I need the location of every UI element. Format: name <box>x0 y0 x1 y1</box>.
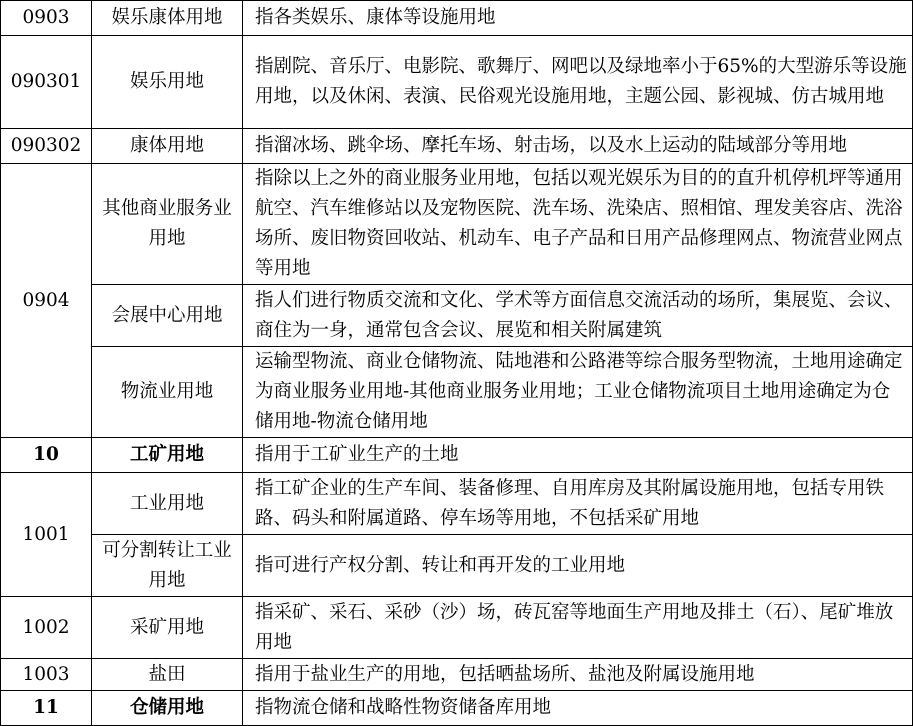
name-cell: 会展中心用地 <box>92 285 243 347</box>
description-cell: 指除以上之外的商业服务业用地，包括以观光娱乐为目的的直升机停机坪等通用航空、汽车维修站以及宠物医院、洗车场、洗染店、照相馆、理发美容店、洗浴场所、废旧物资回收站、机动车、电子产品和日用产品修理网点、物流营业网点等用地 <box>243 164 913 285</box>
description-cell: 指可进行产权分割、转让和再开发的工业用地 <box>243 535 913 597</box>
table-row <box>1 1 913 36</box>
description-cell: 指人们进行物质交流和文化、学术等方面信息交流活动的场所，集展览、会议、商住为一身，通常包含会议、展览和相关附属建筑 <box>243 285 913 347</box>
description-cell: 指采矿、采石、采砂（沙）场，砖瓦窑等地面生产用地及排土（石）、尾矿堆放用地 <box>243 597 913 659</box>
table-row <box>1 164 913 285</box>
name-cell: 其他商业服务业用地 <box>92 164 243 285</box>
code-cell: 1003 <box>1 659 92 691</box>
code-cell: 090302 <box>1 129 92 164</box>
name-cell: 盐田 <box>92 659 243 691</box>
description-cell: 指剧院、音乐厅、电影院、歌舞厅、网吧以及绿地率小于65%的大型游乐等设施用地，以及休闲、表演、民俗观光设施用地，主题公园、影视城、仿古城用地 <box>243 36 913 129</box>
table-row <box>1 659 913 691</box>
description-cell: 指物流仓储和战略性物资储备库用地 <box>243 691 913 726</box>
description-cell: 指溜冰场、跳伞场、摩托车场、射击场，以及水上运动的陆域部分等用地 <box>243 129 913 164</box>
name-cell: 工矿用地 <box>92 438 243 473</box>
code-cell: 0903 <box>1 1 92 36</box>
description-cell: 指用于盐业生产的用地，包括晒盐场所、盐池及附属设施用地 <box>243 659 913 691</box>
name-cell: 物流业用地 <box>92 347 243 438</box>
description-cell: 指工矿企业的生产车间、装备修理、自用库房及其附属设施用地，包括专用铁路、码头和附属道路、停车场等用地，不包括采矿用地 <box>243 473 913 535</box>
table-row <box>1 535 913 597</box>
name-cell: 可分割转让工业用地 <box>92 535 243 597</box>
description-cell: 运输型物流、商业仓储物流、陆地港和公路港等综合服务型物流，土地用途确定为商业服务业用地-其他商业服务业用地；工业仓储物流项目土地用途确定为仓储用地-物流仓储用地 <box>243 347 913 438</box>
name-cell: 娱乐用地 <box>92 36 243 129</box>
code-cell: 1002 <box>1 597 92 659</box>
name-cell: 工业用地 <box>92 473 243 535</box>
table-row <box>1 473 913 535</box>
table-row <box>1 691 913 726</box>
name-cell: 娱乐康体用地 <box>92 1 243 36</box>
name-cell: 康体用地 <box>92 129 243 164</box>
code-cell: 1001 <box>1 473 92 597</box>
code-cell: 090301 <box>1 36 92 129</box>
description-cell: 指各类娱乐、康体等设施用地 <box>243 1 913 36</box>
code-cell: 10 <box>1 438 92 473</box>
name-cell: 仓储用地 <box>92 691 243 726</box>
code-cell: 11 <box>1 691 92 726</box>
table-row <box>1 347 913 438</box>
name-cell: 采矿用地 <box>92 597 243 659</box>
table-row <box>1 597 913 659</box>
table-row <box>1 36 913 129</box>
table-row <box>1 438 913 473</box>
description-cell: 指用于工矿业生产的土地 <box>243 438 913 473</box>
code-cell: 0904 <box>1 164 92 438</box>
table-row <box>1 285 913 347</box>
table-row <box>1 129 913 164</box>
